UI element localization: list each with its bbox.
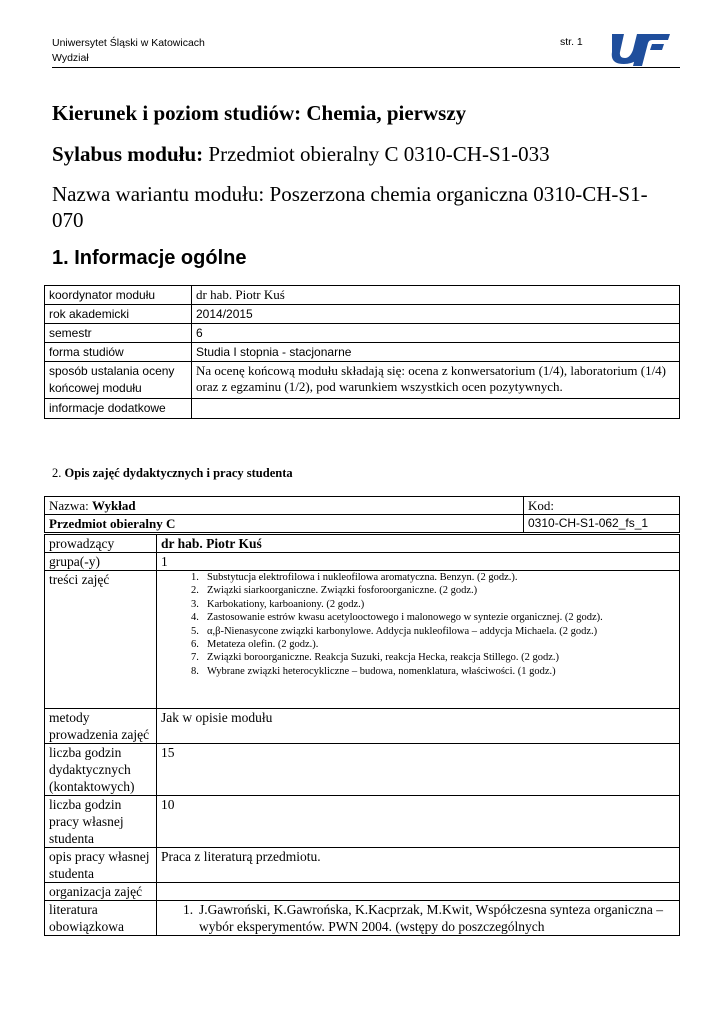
- info-value: Studia I stopnia - stacjonarne: [192, 343, 680, 362]
- literature-item: [161, 901, 675, 935]
- university-logo-icon: [606, 30, 674, 68]
- info-label: rok akademicki: [45, 305, 192, 324]
- general-info-table: [44, 285, 680, 419]
- table-row: [45, 399, 680, 419]
- page-header: [52, 36, 205, 66]
- info-label: forma studiów: [45, 343, 192, 362]
- detail-value: [157, 883, 680, 901]
- topic-text: Wybrane związki heterocykliczne – budowa, nomenklatura, właściwości. (1 godz.): [207, 665, 556, 677]
- course-code-value: 0310-CH-S1-062_fs_1: [524, 515, 680, 533]
- detail-label: treści zajęć: [45, 571, 157, 709]
- topic-number: 8.: [191, 665, 199, 677]
- table-row: [45, 709, 680, 744]
- info-value: dr hab. Piotr Kuś: [192, 286, 680, 305]
- table-row: [45, 553, 680, 571]
- info-value: 6: [192, 324, 680, 343]
- table-row: [45, 535, 680, 553]
- topic-text: Związki siarkoorganiczne. Związki fosforoorganiczne. (2 godz.): [207, 585, 478, 597]
- detail-value: 15: [157, 744, 680, 796]
- unit-name: Wydział: [52, 52, 89, 64]
- topic-text: α,β-Nienasycone związki karbonylowe. Addycja nukleofilowa – addycja Michaela. (2 godz.): [207, 625, 598, 637]
- detail-label: liczba godzin dydaktycznych (kontaktowych): [45, 744, 157, 796]
- info-value: Na ocenę końcową modułu składają się: ocena z konwersatorium (1/4), laboratorium (1/4) oraz z egzaminu (1/2), pod warunkiem wszystkich ocen pozytywnych.: [192, 362, 680, 399]
- section-1-heading: 1. Informacje ogólne: [52, 247, 247, 269]
- topic-text: Metateza olefin. (2 godz.).: [207, 639, 319, 651]
- info-value: 2014/2015: [192, 305, 680, 324]
- detail-label: organizacja zajęć: [45, 883, 157, 901]
- topic-number: 6.: [191, 639, 199, 651]
- section-2-number: 2.: [52, 466, 62, 480]
- syllabus-label: Sylabus modułu:: [52, 142, 204, 166]
- list-item: [191, 625, 675, 638]
- university-name: Uniwersytet Śląski w Katowicach: [52, 37, 205, 49]
- table-row: [45, 305, 680, 324]
- course-details-table: [44, 534, 680, 936]
- table-row: [45, 901, 680, 936]
- detail-label: prowadzący: [45, 535, 157, 553]
- list-item: [191, 638, 675, 651]
- topic-text: Zastosowanie estrów kwasu acetylooctowego i malonowego w syntezie organicznej. (2 godz).: [207, 612, 603, 624]
- list-item: [191, 665, 675, 678]
- topic-text: Związki boroorganiczne. Reakcja Suzuki, reakcja Hecka, reakcja Stillego. (2 godz.): [207, 652, 559, 664]
- detail-label: liczba godzin pracy własnej studenta: [45, 796, 157, 848]
- info-label: sposób ustalania oceny końcowej modułu: [45, 362, 192, 399]
- literature-text: J.Gawroński, K.Gawrońska, K.Kacprzak, M.Kwit, Współczesna synteza organiczna – wybór eksperymentów. PWN 2004. (wstępy do poszczególnych: [199, 902, 663, 934]
- table-row: [45, 362, 680, 399]
- course-name-label: Nazwa:: [49, 498, 89, 513]
- variant-title: Nazwa wariantu modułu: Poszerzona chemia organiczna 0310-CH-S1-070: [52, 182, 648, 232]
- course-subject: [45, 515, 524, 533]
- detail-value: [157, 535, 680, 553]
- info-label: informacje dodatkowe: [45, 399, 192, 419]
- list-item: [191, 571, 675, 584]
- section-2-title: Opis zajęć dydaktycznych i pracy studenta: [64, 466, 293, 480]
- list-item: [191, 651, 675, 664]
- literature-number: 1.: [183, 902, 194, 917]
- header-divider: [52, 67, 680, 68]
- program-title: Kierunek i poziom studiów: Chemia, pierwszy: [52, 101, 467, 125]
- table-row: [45, 343, 680, 362]
- topic-text: Substytucja elektrofilowa i nukleofilowa aromatyczna. Benzyn. (2 godz.).: [207, 572, 518, 583]
- table-row: [45, 848, 680, 883]
- detail-label: literatura obowiązkowa: [45, 901, 157, 936]
- section-2-heading: [52, 466, 293, 481]
- table-row: [45, 286, 680, 305]
- course-name-value: Wykład: [91, 498, 136, 513]
- detail-label: grupa(-y): [45, 553, 157, 571]
- detail-label: opis pracy własnej studenta: [45, 848, 157, 883]
- detail-value: Praca z literaturą przedmiotu.: [157, 848, 680, 883]
- table-row: [45, 497, 680, 515]
- table-row: [45, 883, 680, 901]
- detail-label: metody prowadzenia zajęć: [45, 709, 157, 744]
- info-value: [192, 399, 680, 419]
- topic-number: 3.: [191, 598, 199, 610]
- topics-cell: [157, 571, 680, 709]
- table-row: [45, 571, 680, 709]
- topic-number: 7.: [191, 652, 199, 664]
- course-name-cell: [45, 497, 524, 515]
- table-row: [45, 515, 680, 533]
- page-number: str. 1: [560, 36, 583, 48]
- list-item: [191, 611, 675, 624]
- course-subject-text: Przedmiot obieralny C: [49, 516, 176, 531]
- detail-value: 1: [157, 553, 680, 571]
- topic-text: Karbokationy, karboaniony. (2 godz.): [207, 598, 365, 610]
- topic-number: 4.: [191, 612, 199, 624]
- list-item: [191, 584, 675, 597]
- topic-number: 1.: [191, 572, 199, 583]
- detail-value: 10: [157, 796, 680, 848]
- detail-value: Jak w opisie modułu: [157, 709, 680, 744]
- topics-list: [161, 571, 675, 678]
- table-row: [45, 744, 680, 796]
- course-header-table: [44, 496, 680, 533]
- course-code-label: Kod:: [524, 497, 680, 515]
- syllabus-title: [52, 141, 677, 167]
- lecturer-name: dr hab. Piotr Kuś: [161, 536, 262, 551]
- table-row: [45, 324, 680, 343]
- info-label: koordynator modułu: [45, 286, 192, 305]
- info-label: semestr: [45, 324, 192, 343]
- list-item: [191, 598, 675, 611]
- topic-number: 2.: [191, 585, 199, 597]
- syllabus-value: Przedmiot obieralny C 0310-CH-S1-033: [208, 142, 550, 166]
- literature-cell: [157, 901, 680, 936]
- topic-number: 5.: [191, 625, 199, 637]
- table-row: [45, 796, 680, 848]
